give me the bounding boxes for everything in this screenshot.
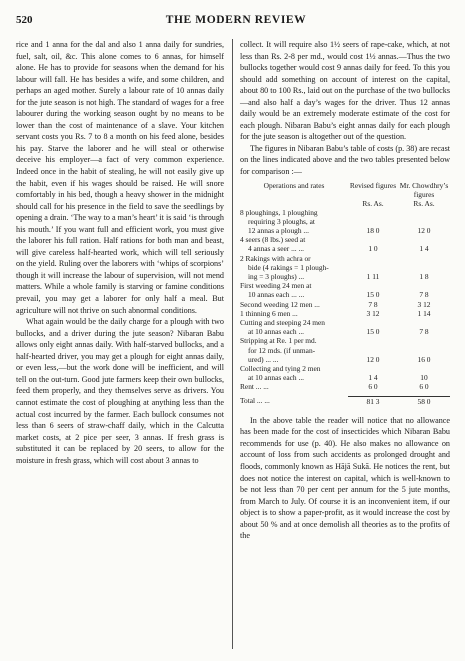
table-row	[240, 254, 450, 282]
row-operation-line: 4 seers (8 lbs.) seed at	[240, 235, 306, 245]
row-revised-value: 15 0	[366, 290, 380, 300]
row-operation-line: for 12 mds. (if unman-	[248, 345, 316, 355]
row-operation	[240, 336, 348, 364]
row-revised-value: 1 11	[366, 271, 380, 281]
row-operation	[240, 208, 348, 236]
left-paragraph-2: What again would be the daily charge for a plough with two bullocks, and a driver during the jute season? Nibaran Babu allows only eight annas daily. With half-starved bullocks, and a half-hearted driver, you may get a plough for eight annas daily, or even less,—but the work done will be inefficient, and will tell on the out-turn. Good jute farmers keep their own bullocks, feed them properly, and they themselves serve as drivers. You cannot estimate the cost of ploughing at anything less than the actual cost incurred by the farmer. Each bullock consumes not less than 6 seers of straw-chaff daily, which in the Calcutta market costs, at 2 pice per seer, 3 annas. If fresh grass is substituted it can be replaced by 20 seers, to allow for the moisture in fresh grass, which will cost about 3 annas to	[16, 317, 224, 465]
row-operation-line: Cutting and steeping 24 men	[240, 318, 325, 327]
row-chowdhury-value: 1 4	[419, 244, 429, 254]
row-operation-line: bide (4 rakings = 1 plough-	[248, 262, 329, 272]
table-row	[240, 364, 450, 382]
journal-title: THE MODERN REVIEW	[165, 14, 307, 26]
row-revised-value: 3 12	[366, 308, 380, 318]
row-operation-line: ing = 3 ploughs) ...	[248, 271, 305, 281]
row-revised-value: 1 0	[368, 244, 378, 254]
row-operation-line: Second weeding 12 men ...	[240, 299, 320, 309]
row-chowdhury-value: 10	[420, 373, 428, 383]
row-chowdhury-value: 7 8	[419, 327, 429, 337]
table-row	[240, 235, 450, 253]
row-chowdhury-value: 1 8	[419, 271, 429, 281]
unit-chowdhury: Rs. As.	[413, 198, 435, 208]
table-row	[240, 309, 450, 318]
cost-comparison-table	[240, 181, 450, 406]
row-operation-line: requiring 3 ploughs, at	[248, 216, 315, 226]
row-operation	[240, 318, 348, 336]
header-revised: Revised figures	[349, 180, 397, 190]
row-operation-line: at 10 annas each ...	[248, 373, 305, 383]
total-row	[240, 396, 450, 406]
row-revised-value: 12 0	[366, 354, 380, 364]
row-operation-line: 1 thinning 6 men ...	[240, 308, 298, 318]
table-row	[240, 318, 450, 336]
row-operation-line: Rent ... ...	[240, 382, 269, 392]
row-operation-line: 12 annas a plough ...	[248, 225, 309, 235]
row-chowdhury-value: 6 0	[419, 382, 429, 392]
table-row	[240, 382, 450, 391]
left-column	[16, 39, 224, 466]
header-operations: Operations and rates	[263, 180, 325, 190]
row-chowdhury-value: 12 0	[417, 225, 431, 235]
right-paragraph-3: In the above table the reader will notice that no allowance has been made for the cost of insecticides which Nibaran Babu recommends for use (p. 40). He also makes no allowance on account of loss from such accidents as prolonged drought and floods, commonly known as Hājā Sukā. He notices the rent, but does not notice the interest on capital, which is well-known to be not less than 70 per cent per annum for the 5 jute months, from March to July. Of course it is an inconvenient item, if our object is to show a paper-profit, as it would increase the cost by about 50 % and at once demolish all theories as to the profits of the	[240, 415, 450, 541]
total-revised: 81 3	[366, 396, 380, 406]
row-operation	[240, 309, 348, 318]
row-operation	[240, 300, 348, 309]
row-operation-line: 2 Rakings with achra or	[240, 253, 311, 263]
row-chowdhury-value: 16 0	[417, 354, 431, 364]
row-chowdhury-value: 1 14	[417, 308, 431, 318]
right-column	[240, 39, 450, 542]
row-chowdhury-value: 7 8	[419, 290, 429, 300]
row-operation-line: 10 annas each ... ...	[248, 290, 305, 300]
row-revised-value: 15 0	[366, 327, 380, 337]
row-operation-line: First weeding 24 men at	[240, 281, 312, 291]
row-operation-line: 4 annas a seer ... ...	[248, 244, 305, 254]
row-operation	[240, 281, 348, 299]
table-row	[240, 336, 450, 364]
row-operation	[240, 235, 348, 253]
right-paragraph-1: collect. It will require also 1½ seers of rape-cake, which, at not less than Rs. 2-8 per md., would cost 1½ annas.—Thus the two bullocks together would cost 9 annas daily for feed. To this you should add something on account of interest on the capital, about 80 to 100 Rs., laid out on the purchase of the two bullocks—and also half a day’s wages for the driver. Thus 12 annas daily would be an extremely moderate estimate of the cost for each plough. Nibaran Babu’s eight annas daily for each plough for the jute season is altogether out of the question.	[240, 40, 450, 142]
table-row	[240, 300, 450, 309]
row-operation	[240, 382, 348, 391]
row-operation-line: 8 ploughings, 1 ploughing	[240, 207, 318, 217]
total-label: Total ... ...	[240, 396, 270, 406]
right-paragraph-2: The figures in Nibaran Babu’s table of costs (p. 38) are recast on the lines indicated above and the two tables presented below for comparison :—	[240, 143, 450, 177]
header-chowdhury: Mr. Chowdhry’s figures	[399, 180, 449, 199]
left-paragraph-1: rice and 1 anna for the dal and also 1 anna daily for sundries, fuel, salt, oil, &c. This alone comes to 6 annas, for himself alone. He has to provide for seasons when the demand for his labour will fall. He has besides a wife, and some children, and perhaps an aged mother. Surely a labour rate of 10 annas daily for the jute season is not high. The standard of wages for a free labourer during the working season ought by no means to be lower than the cost of maintenance of a slave. Your kitchen servant costs you Rs. 7 to 8 a month on his feed alone, besides his pay. Starve the laborer and he will steal or otherwise deceive his employer—a fact of very common experience. Indeed once in the habit of stealing, he will not easily give up the habit, even if his wages should be raised. He will snore comfortably in his bed, though a heavy shower in the midnight should call for his presence in the field to save the seedlings by opening a drain. ‘The way to a man’s heart’ it is said ‘is through his mouth.’ If you want full and efficient work, you must give the laborer his full ration. Half rations for both man and beast, will give careless half-hearted work, which will tell seriously on the yield. Ruling over the laborers with ‘whips of scorpions’ though it will increase the labour of supervision, will not mend matters. While a whole family is starving or famine conditions prevail, you may get a laborer for only half a meal. But agriculture will not thrive on such abnormal conditions.	[16, 40, 224, 315]
row-operation	[240, 254, 348, 282]
column-divider	[232, 39, 233, 649]
row-revised-value: 18 0	[366, 225, 380, 235]
row-revised-value: 1 4	[368, 373, 378, 383]
table-row	[240, 208, 450, 236]
table-body	[240, 208, 450, 406]
table-row	[240, 281, 450, 299]
total-chowdhury: 58 0	[417, 396, 431, 406]
row-operation-line: ured) ... ...	[248, 354, 279, 364]
row-revised-value: 6 0	[368, 382, 378, 392]
row-revised-value: 7 8	[368, 299, 378, 309]
unit-revised: Rs. As.	[362, 198, 384, 208]
page-header	[16, 14, 456, 30]
row-operation	[240, 364, 348, 382]
row-operation-line: Stripping at Re. 1 per md.	[240, 336, 317, 346]
row-chowdhury-value: 3 12	[417, 299, 431, 309]
row-operation-line: Collecting and tying 2 men	[240, 364, 321, 374]
row-operation-line: at 10 annas each ...	[248, 327, 305, 337]
page-number: 520	[16, 14, 33, 26]
